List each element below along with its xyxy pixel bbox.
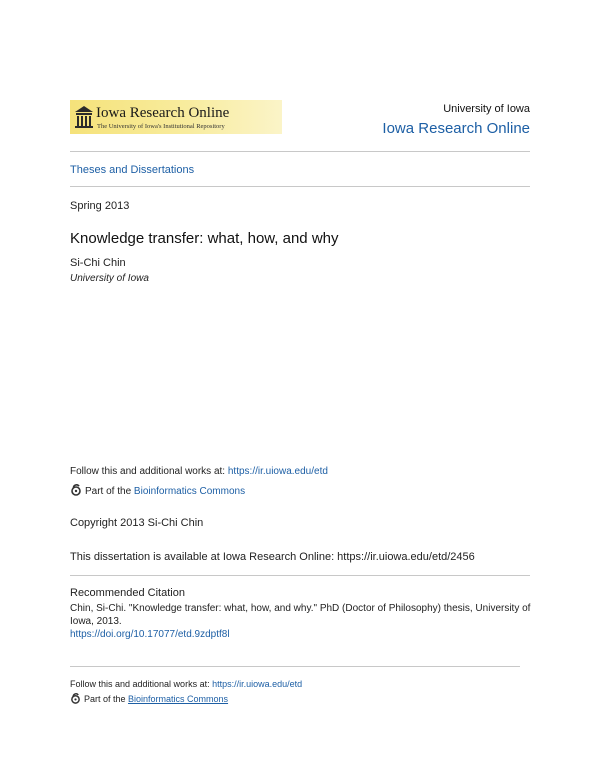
author-name: Si-Chi Chin [70, 257, 126, 269]
publication-date: Spring 2013 [70, 200, 130, 212]
citation-heading: Recommended Citation [70, 587, 185, 599]
footer-etd-link[interactable]: https://ir.uiowa.edu/etd [212, 679, 303, 689]
footer-follow-line [70, 679, 302, 689]
building-columns-icon [74, 104, 94, 130]
document-title: Knowledge transfer: what, how, and why [70, 230, 339, 247]
iowa-research-online-logo[interactable] [70, 100, 282, 134]
open-access-icon [70, 693, 81, 704]
divider [70, 186, 530, 187]
institution-name: University of Iowa [443, 103, 530, 115]
footer-part-of-line [70, 693, 228, 704]
availability-statement: This dissertation is available at Iowa Research Online: https://ir.uiowa.edu/etd/2456 [70, 551, 475, 563]
citation-line-1: Chin, Si-Chi. "Knowledge transfer: what, how, and why." PhD (Doctor of Philosophy) thesis, University of [70, 603, 531, 614]
follow-line [70, 466, 328, 477]
citation-line-2: Iowa, 2013. [70, 616, 122, 627]
logo-title: Iowa Research Online [96, 105, 230, 121]
part-of-line [70, 484, 245, 497]
doi-link[interactable]: https://doi.org/10.17077/etd.9zdptf8l [70, 629, 230, 640]
copyright: Copyright 2013 Si-Chi Chin [70, 517, 204, 529]
author-affiliation: University of Iowa [70, 273, 149, 284]
part-of-prefix: Part of the [85, 486, 134, 497]
footer-follow-prefix: Follow this and additional works at: [70, 679, 213, 689]
footer-part-of-prefix: Part of the [84, 694, 129, 704]
etd-link[interactable]: https://ir.uiowa.edu/etd [227, 466, 328, 477]
divider [70, 151, 530, 152]
footer-bioinformatics-commons-link[interactable]: Bioinformatics Commons [128, 694, 229, 704]
follow-prefix: Follow this and additional works at: [70, 466, 228, 477]
collection-link[interactable]: Theses and Dissertations [70, 164, 195, 176]
divider [70, 666, 520, 667]
logo-subtitle: The University of Iowa's Institutional Repository [97, 123, 225, 130]
divider [70, 575, 530, 576]
open-access-icon [70, 484, 82, 496]
repository-link[interactable]: Iowa Research Online [382, 120, 530, 137]
bioinformatics-commons-link[interactable]: Bioinformatics Commons [133, 486, 246, 497]
